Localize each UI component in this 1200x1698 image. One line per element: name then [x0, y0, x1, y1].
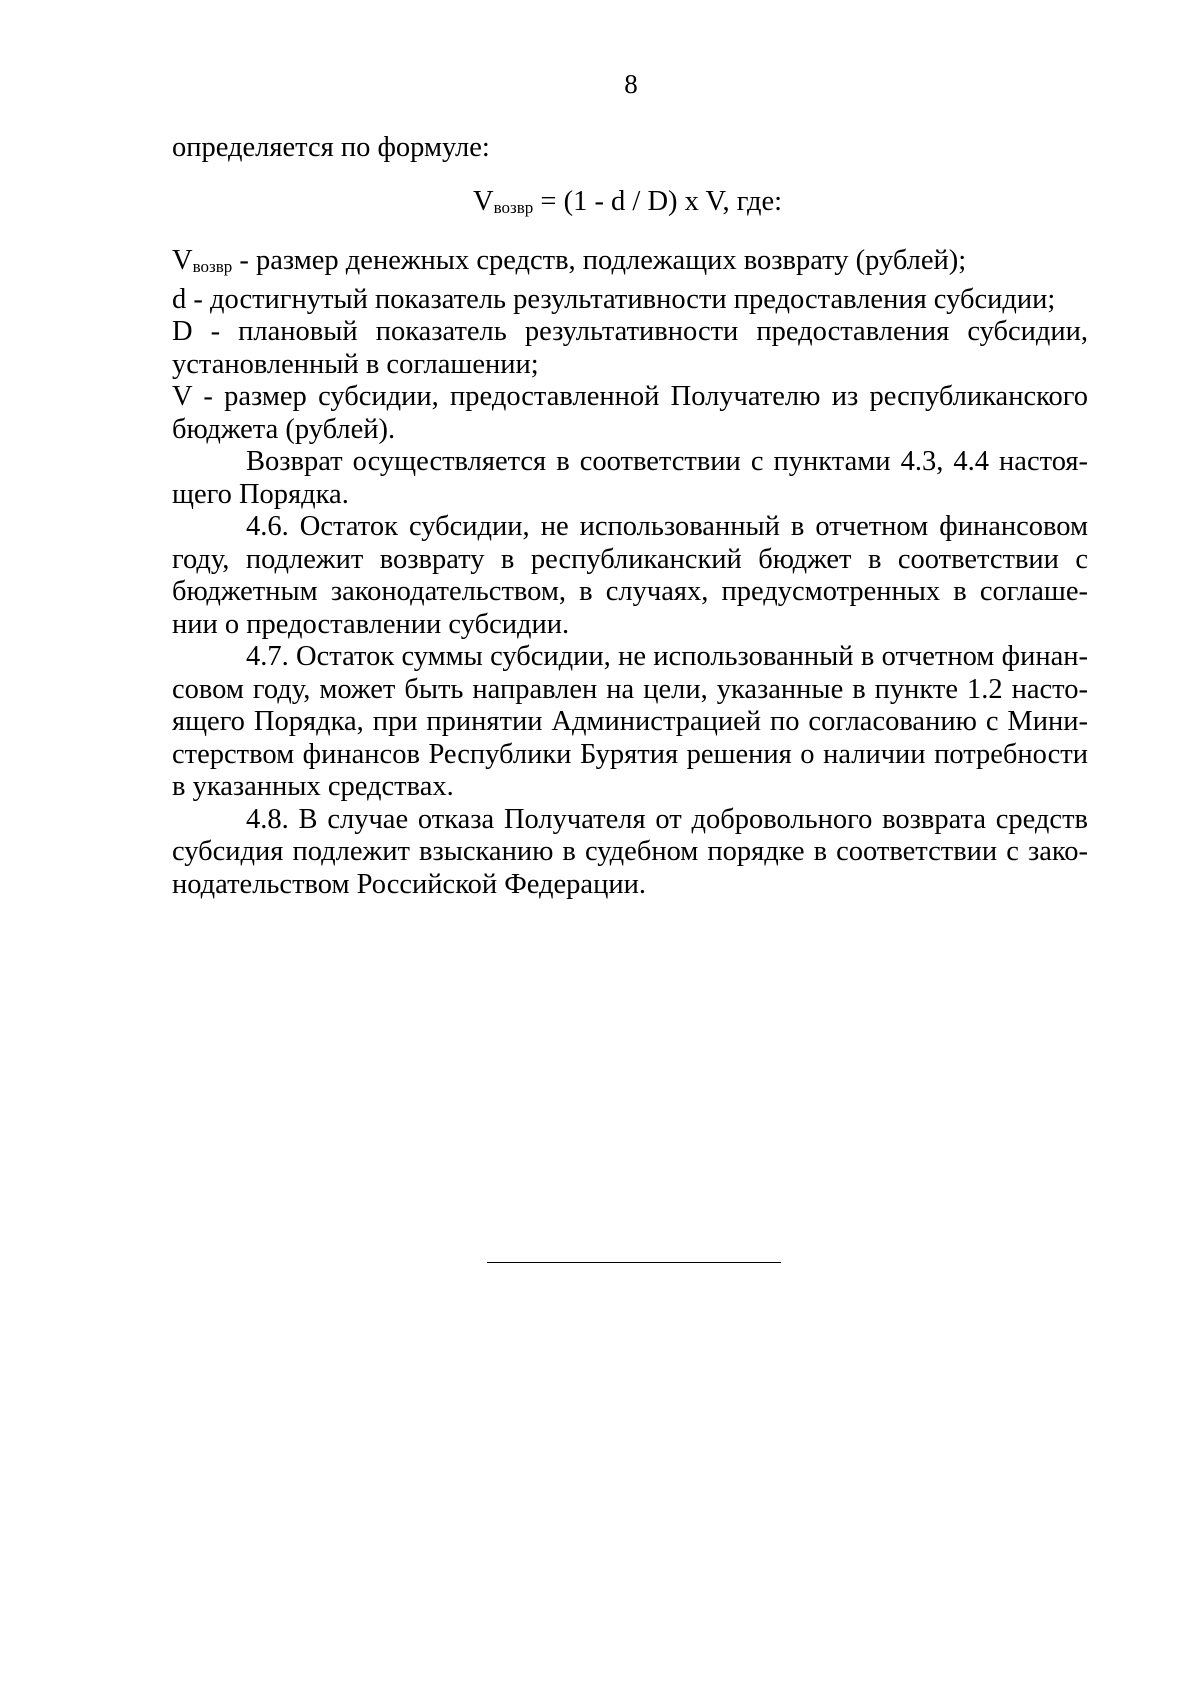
paragraph-return	[172, 446, 1088, 511]
paragraph-4-7-line-5: в указанных средствах.	[172, 771, 454, 802]
paragraph-4-6-line-3: бюджетным законодательством, в случаях, предусмотренных в соглаше-	[172, 576, 1088, 607]
formula-rhs: = (1 - d / D) x V, где:	[533, 185, 783, 217]
definition-D-line1: D - плановый показатель результативности предоставления субсидии,	[172, 316, 1088, 347]
definition-d: d - достигнутый показатель результативности предоставления субсидии;	[172, 283, 1056, 315]
document-body	[172, 132, 1088, 901]
paragraph-return-line-2: щего Порядка.	[172, 478, 349, 510]
intro-line: определяется по формуле:	[172, 132, 490, 163]
definition-V-line1: V - размер субсидии, предоставленной Получателю из республиканского	[172, 381, 1088, 412]
definition-v-return-subscript: возвр	[192, 257, 233, 276]
paragraph-4-8-line-2: субсидия подлежит взысканию в судебном порядке в соответствии с зако-	[172, 836, 1088, 867]
formula-lhs: V	[473, 185, 494, 217]
paragraph-4-6-line-4: нии о предоставлении субсидии.	[172, 608, 570, 640]
definition-v-return-symbol: V	[172, 245, 193, 276]
paragraph-4-7-line-3: ящего Порядка, при принятии Администрацией по согласованию с Мини-	[172, 706, 1088, 737]
definition-v-return	[172, 245, 1088, 284]
definition-V-line2: бюджета (рублей).	[172, 413, 396, 445]
paragraph-4-6-line-1: 4.6. Остаток субсидии, не использованный в отчетном финансовом	[246, 511, 1088, 542]
paragraph-4-7-line-2: совом году, может быть направлен на цели, указанные в пункте 1.2 насто-	[172, 673, 1088, 705]
formula	[172, 186, 1088, 225]
definitions-list	[172, 245, 1088, 446]
definition-v-return-text: - размер денежных средств, подлежащих возврату (рублей);	[232, 245, 967, 276]
paragraph-4-8-line-3: нодательством Российской Федерации.	[172, 868, 646, 900]
end-of-document-rule	[487, 1262, 781, 1263]
paragraph-4-7	[172, 641, 1088, 804]
paragraph-4-6-line-2: году, подлежит возврату в республиканский бюджет в соответствии с	[172, 543, 1088, 575]
paragraph-4-6	[172, 511, 1088, 641]
definition-D-line2: установленный в соглашении;	[172, 348, 539, 380]
formula-lhs-subscript: возвр	[493, 197, 534, 217]
paragraph-4-7-line-4: стерством финансов Республики Бурятия решения о наличии потребности	[172, 738, 1088, 770]
paragraph-4-7-line-1: 4.7. Остаток суммы субсидии, не использованный в отчетном финан-	[246, 641, 1088, 672]
paragraph-4-8	[172, 804, 1088, 902]
paragraph-return-line-1: Возврат осуществляется в соответствии с пунктами 4.3, 4.4 настоя-	[246, 446, 1088, 477]
paragraph-4-8-line-1: 4.8. В случае отказа Получателя от добровольного возврата средств	[246, 803, 1088, 835]
page-number: 8	[624, 69, 638, 99]
